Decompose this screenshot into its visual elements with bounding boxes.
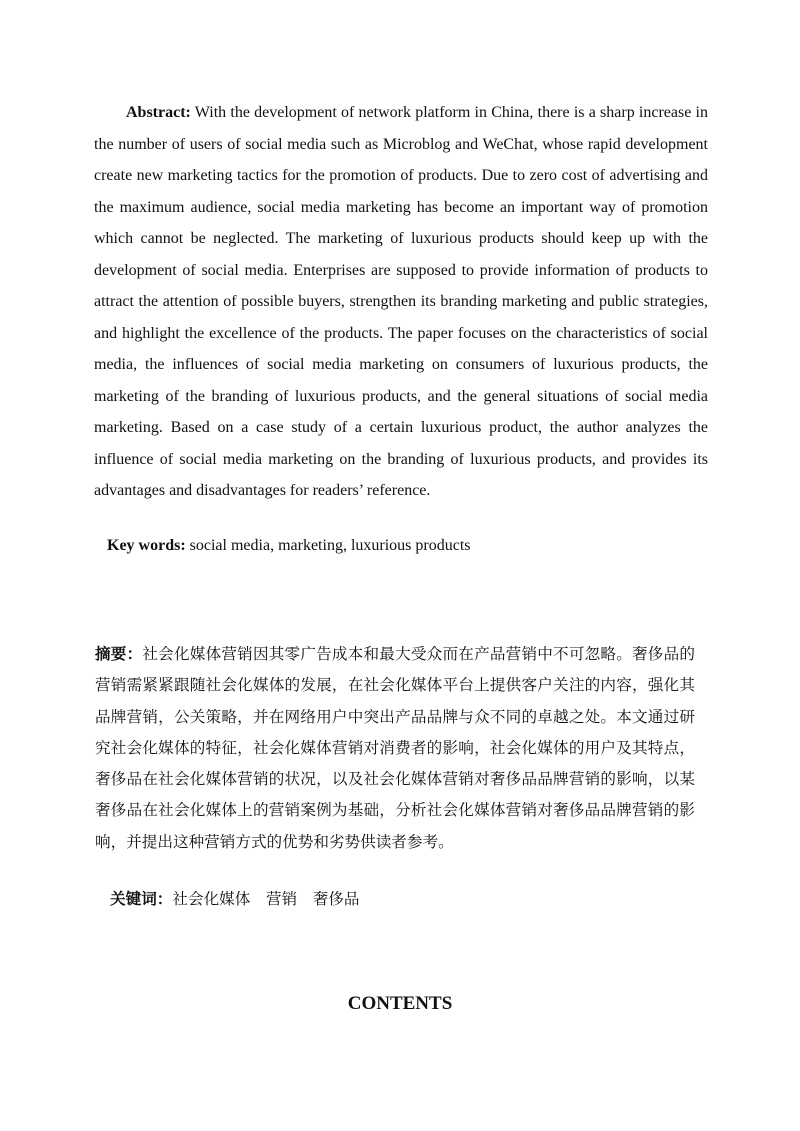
english-keywords-text: social media, marketing, luxurious products <box>185 537 471 554</box>
chinese-abstract-text: 社会化媒体营销因其零广告成本和最大受众而在产品营销中不可忽略。奢侈品的营销需紧紧跟随社会化媒体的发展，在社会化媒体平台上提供客户关注的内容，强化其品牌营销，公关策略，并在网络用户中突出产品品牌与众不同的卓越之处。本文通过研究社会化媒体的特征，社会化媒体营销对消费者的影响，社会化媒体的用户及其特点，奢侈品在社会化媒体营销的状况，以及社会化媒体营销对奢侈品品牌营销的影响，以某奢侈品在社会化媒体上的营销案例为基础，分析社会化媒体营销对奢侈品品牌营销的影响，并提出这种营销方式的优势和劣势供读者参考。 <box>95 645 695 851</box>
contents-heading: CONTENTS <box>347 993 453 1014</box>
english-keywords <box>107 533 470 559</box>
chinese-abstract <box>95 639 695 858</box>
english-abstract-label: Abstract: <box>126 104 191 121</box>
chinese-keywords-label: 关键词： <box>110 890 173 908</box>
chinese-keywords <box>110 886 360 912</box>
english-abstract <box>94 97 708 507</box>
english-abstract-text: With the development of network platform in China, there is a sharp increase in the number of users of social media such as Microblog and WeChat, whose rapid development create new marketing tactics for the promotion of products. Due to zero cost of advertising and the maximum audience, social media marketing has become an important way of promotion which cannot be neglected. The marketing of luxurious products should keep up with the development of social media. Enterprises are supposed to provide information of products to attract the attention of possible buyers, strengthen its branding marketing and public strategies, and highlight the excellence of the products. The paper focuses on the characteristics of social media, the influences of social media marketing on consumers of luxurious products, the marketing of the branding of luxurious products, and the general situations of social media marketing. Based on a case study of a certain luxurious product, the author analyzes the influence of social media marketing on the branding of luxurious products, and provides its advantages and disadvantages for readers’ reference. <box>94 104 708 499</box>
chinese-abstract-label: 摘要： <box>95 645 143 663</box>
english-keywords-label: Key words: <box>107 537 186 554</box>
chinese-keywords-text: 社会化媒体 营销 奢侈品 <box>172 890 360 908</box>
